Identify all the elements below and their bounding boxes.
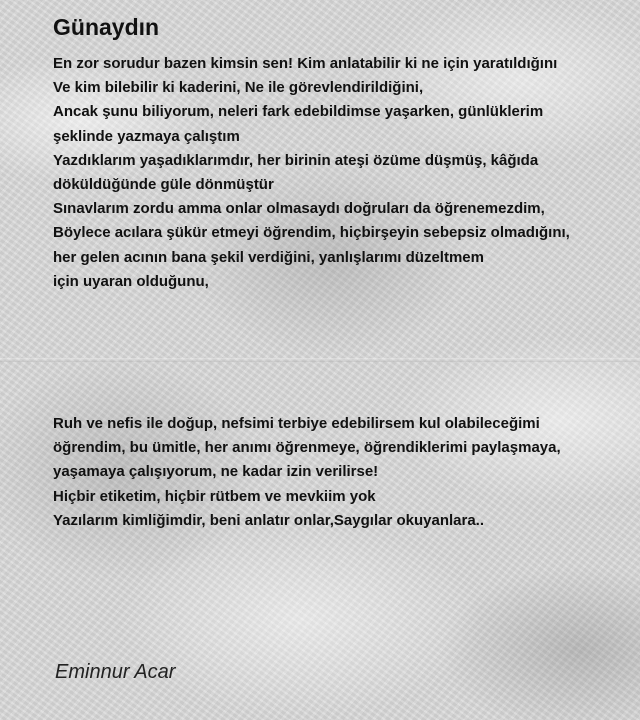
poem-line: Yazdıklarım yaşadıklarımdır, her birinin ateşi özüme düşmüş, kâğıda [53,151,539,169]
poem-line: Yazılarım kimliğimdir, beni anlatır onlar,Saygılar okuyanlara.. [53,511,485,529]
poem-line: şeklinde yazmaya çalıştım [53,127,240,145]
poem-line: için uyaran olduğunu, [53,272,209,290]
poem-stanza-1 [53,52,633,294]
poem-line: Sınavlarım zordu amma onlar olmasaydı doğruları da öğrenemezdim, [53,200,545,218]
poem-line: En zor sorudur bazen kimsin sen! Kim anlatabilir ki ne için yaratıldığını [53,55,558,72]
poem-line: Böylece acılara şükür etmeyi öğrendim, hiçbirşeyin sebepsiz olmadığını, [53,224,570,242]
poem-stanza-2 [53,412,633,533]
poem-title: Günaydın [53,14,160,40]
poem-line: Ruh ve nefis ile doğup, nefsimi terbiye edebilirsem kul olabileceğimi [53,415,540,432]
poem-line: Hiçbir etiketim, hiçbir rütbem ve mevkiim yok [53,487,376,505]
poem-line: öğrendim, bu ümitle, her anımı öğrenmeye, öğrendiklerimi paylaşmaya, [53,439,561,457]
background-divider-band [0,358,640,362]
poem-line: Ancak şunu biliyorum, neleri fark edebildimse yaşarken, günlüklerim [53,103,544,121]
poem-line: döküldüğünde güle dönmüştür [53,176,274,194]
poem-line: yaşamaya çalışıyorum, ne kadar izin verilirse! [53,463,379,481]
poem-author: Eminnur Acar [55,661,176,683]
poem-line: her gelen acının bana şekil verdiğini, yanlışlarımı düzeltmem [53,248,484,266]
poem-line: Ve kim bilebilir ki kaderini, Ne ile görevlendirildiğini, [53,79,424,97]
